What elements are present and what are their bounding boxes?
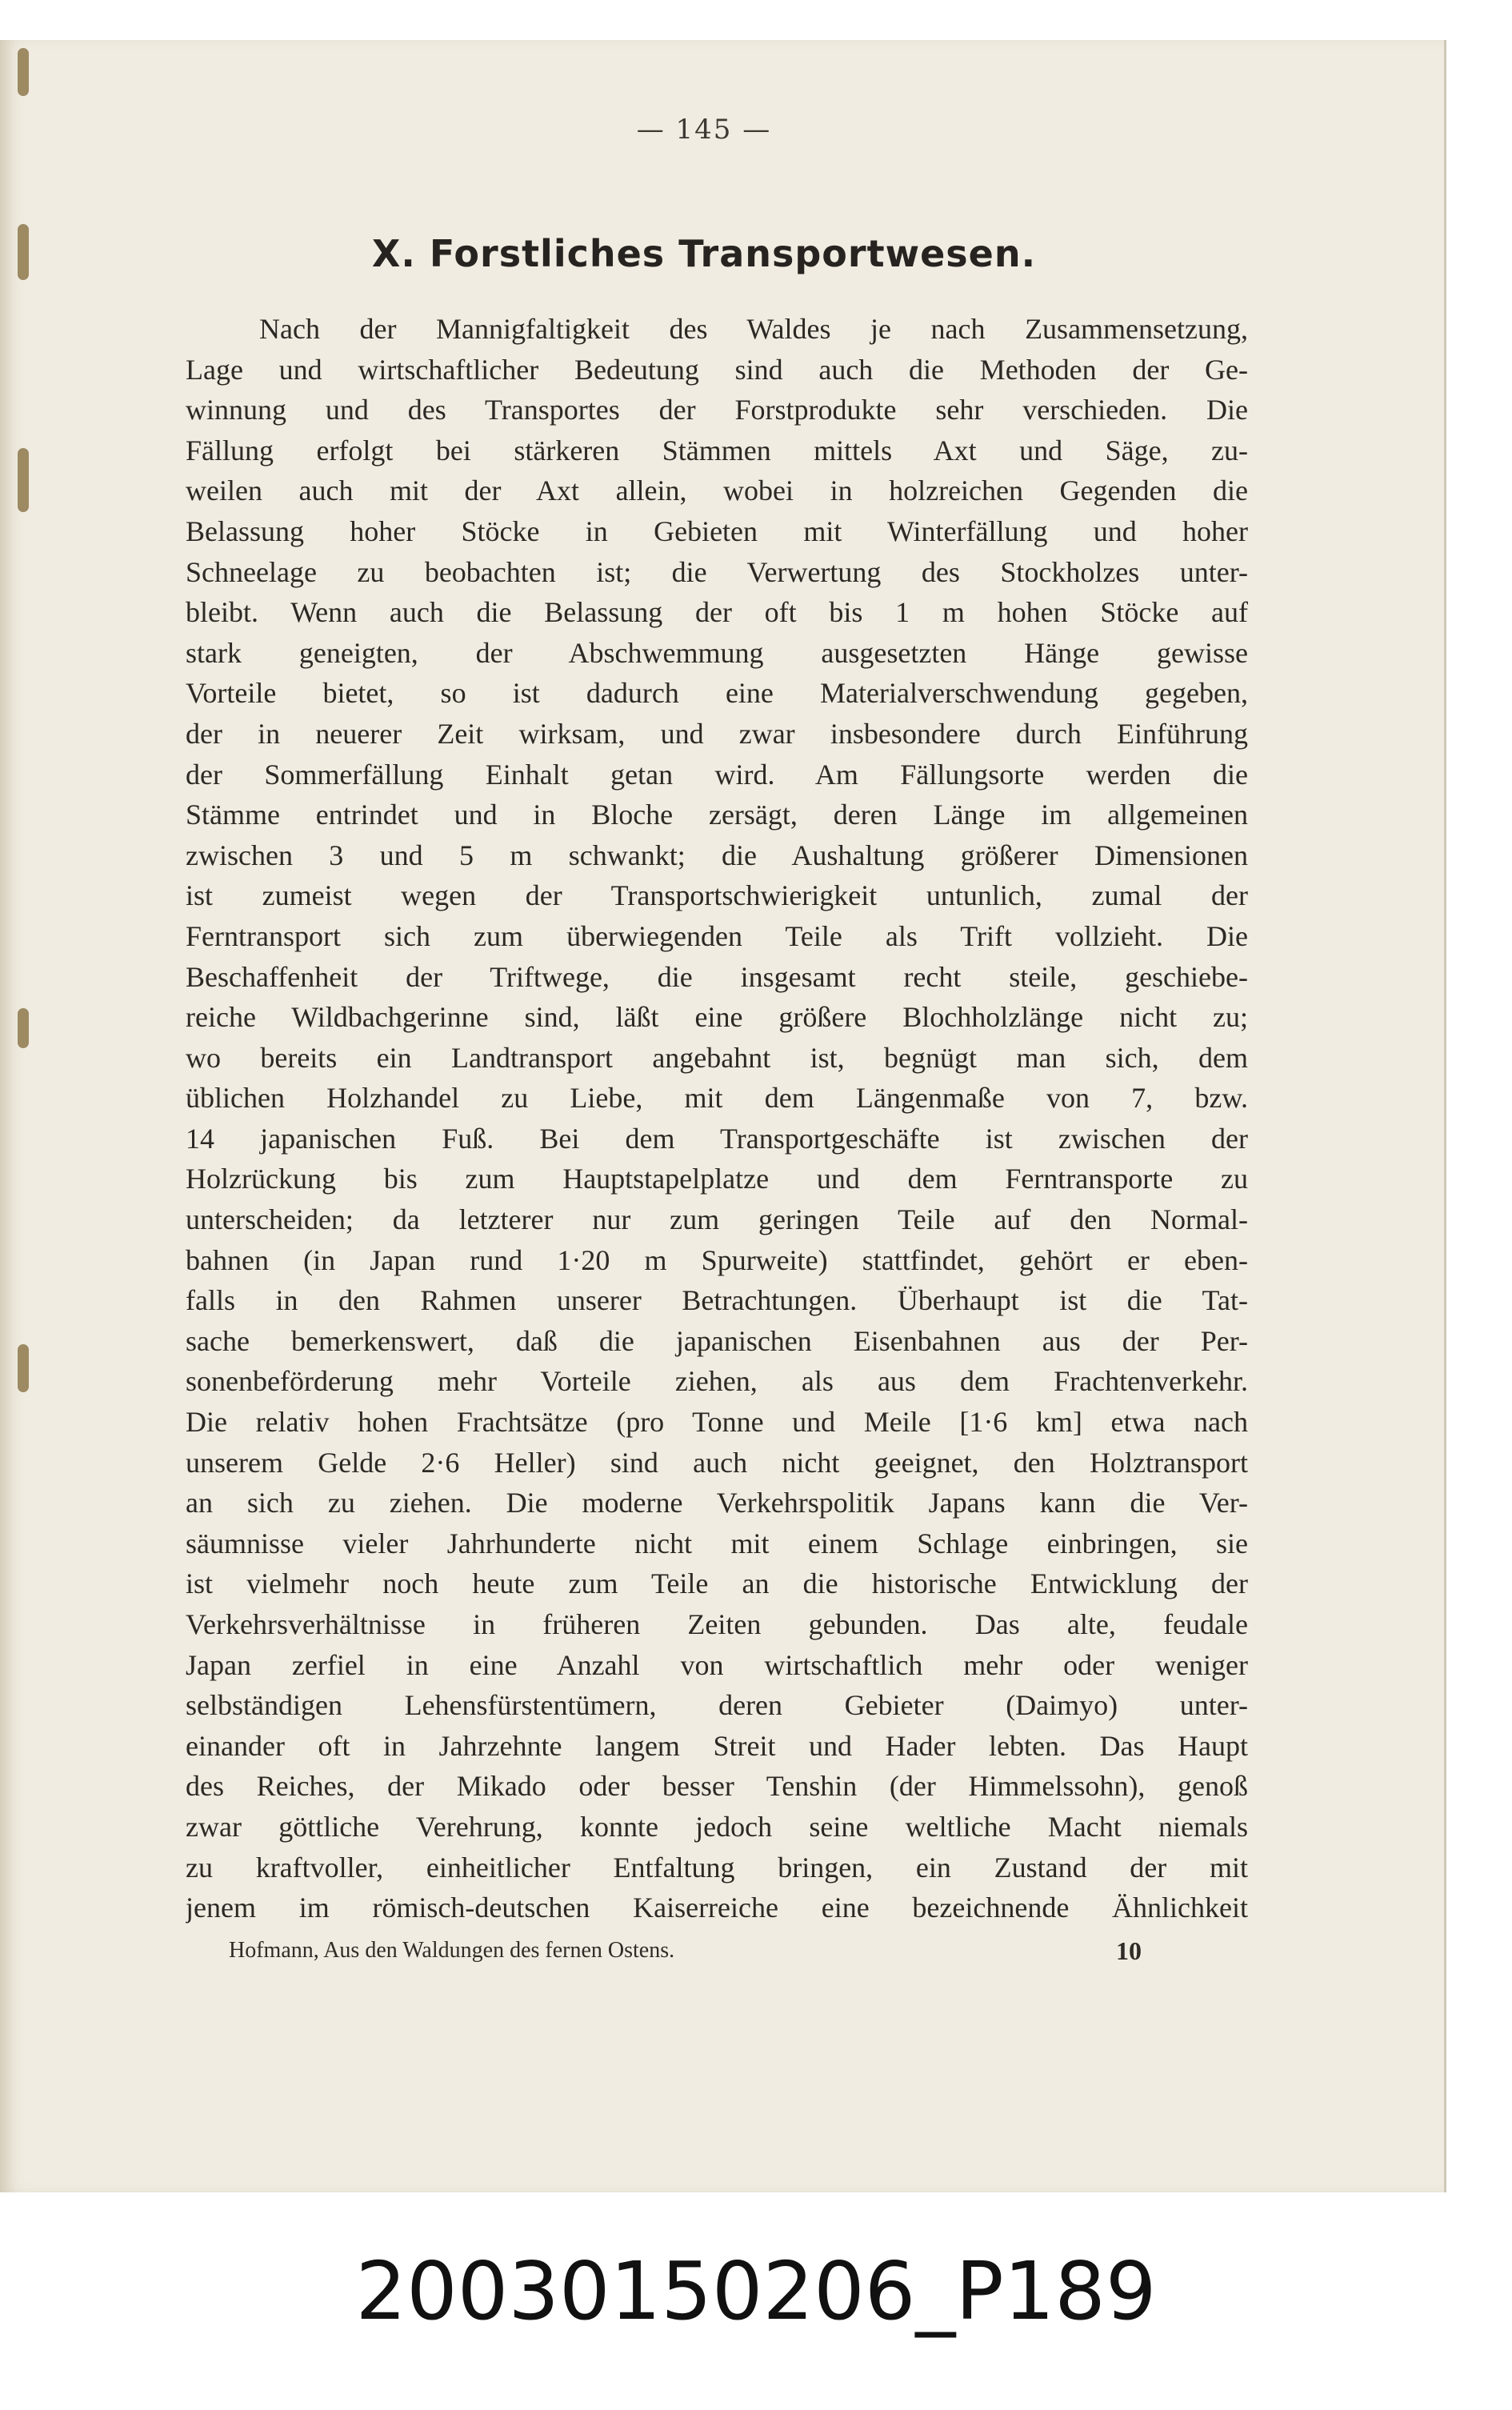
- footer-citation: Hofmann, Aus den Waldungen des fernen Ostens.: [229, 1938, 675, 1963]
- text-line: bleibt. Wenn auch die Belassung der oft bis 1 m hohen Stöcke auf: [186, 596, 1248, 629]
- text-line: der Sommerfällung Einhalt getan wird. Am Fällungsorte werden die: [186, 758, 1248, 791]
- binding-stain-mark: [18, 1008, 29, 1048]
- binding-stain-mark: [18, 1344, 29, 1392]
- text-line: wo bereits ein Landtransport angebahnt ist, begnügt man sich, dem: [186, 1041, 1248, 1074]
- text-line: Belassung hoher Stöcke in Gebieten mit Winterfällung und hoher: [186, 514, 1248, 547]
- text-line: unserem Gelde 2·6 Heller) sind auch nicht geeignet, den Holztransport: [186, 1446, 1248, 1479]
- text-line: jenem im römisch-deutschen Kaiserreiche eine bezeichnende Ähnlichkeit: [186, 1892, 1248, 1924]
- text-line: winnung und des Transportes der Forstprodukte sehr verschieden. Die: [186, 394, 1248, 426]
- text-line: Holzrückung bis zum Hauptstapelplatze und dem Ferntransporte zu: [186, 1163, 1248, 1195]
- body-paragraph: [186, 309, 1248, 1928]
- text-line: falls in den Rahmen unserer Betrachtungen. Überhaupt ist die Tat-: [186, 1284, 1248, 1317]
- text-line: reiche Wildbachgerinne sind, läßt eine größere Blochholzlänge nicht zu;: [186, 1001, 1248, 1034]
- text-line: säumnisse vieler Jahrhunderte nicht mit einem Schlage einbringen, sie: [186, 1527, 1248, 1559]
- page-number: — 145 —: [636, 114, 772, 146]
- text-line: Stämme entrindet und in Bloche zersägt, deren Länge im allgemeinen: [186, 799, 1248, 831]
- text-line: Schneelage zu beobachten ist; die Verwertung des Stockholzes unter-: [186, 555, 1248, 588]
- text-line: Verkehrsverhältnisse in früheren Zeiten gebunden. Das alte, feudale: [186, 1608, 1248, 1640]
- text-line: Beschaffenheit der Triftwege, die insgesamt recht steile, geschiebe-: [186, 960, 1248, 993]
- binding-stain-mark: [18, 48, 29, 96]
- text-line: an sich zu ziehen. Die moderne Verkehrspolitik Japans kann die Ver-: [186, 1487, 1248, 1519]
- text-line: weilen auch mit der Axt allein, wobei in holzreichen Gegenden die: [186, 474, 1248, 507]
- binding-stain-mark: [18, 448, 29, 512]
- text-line: sonenbeförderung mehr Vorteile ziehen, als aus dem Frachtenverkehr.: [186, 1365, 1248, 1398]
- text-line: Ferntransport sich zum überwiegenden Teile als Trift vollzieht. Die: [186, 919, 1248, 952]
- text-line: zwar göttliche Verehrung, konnte jedoch seine weltliche Macht niemals: [186, 1810, 1248, 1843]
- chapter-title: X. Forstliches Transportwesen.: [371, 232, 1037, 275]
- text-line: ist vielmehr noch heute zum Teile an die historische Entwicklung der: [186, 1567, 1248, 1600]
- text-line: üblichen Holzhandel zu Liebe, mit dem Längenmaße von 7, bzw.: [186, 1082, 1248, 1115]
- text-line: Lage und wirtschaftlicher Bedeutung sind auch die Methoden der Ge-: [186, 353, 1248, 386]
- text-line: sache bemerkenswert, daß die japanischen Eisenbahnen aus der Per-: [186, 1324, 1248, 1357]
- text-line: ist zumeist wegen der Transportschwierigkeit untunlich, zumal der: [186, 879, 1248, 912]
- text-line: 14 japanischen Fuß. Bei dem Transportgeschäfte ist zwischen der: [186, 1122, 1248, 1155]
- text-line: stark geneigten, der Abschwemmung ausgesetzten Hänge gewisse: [186, 636, 1248, 669]
- text-line: Nach der Mannigfaltigkeit des Waldes je nach Zusammensetzung,: [259, 313, 1248, 345]
- text-line: einander oft in Jahrzehnte langem Streit und Hader lebten. Das Haupt: [186, 1729, 1248, 1762]
- text-line: selbständigen Lehensfürstentümern, deren Gebieter (Daimyo) unter-: [186, 1689, 1248, 1722]
- text-line: der in neuerer Zeit wirksam, und zwar insbesondere durch Einführung: [186, 717, 1248, 750]
- text-line: zwischen 3 und 5 m schwankt; die Aushaltung größerer Dimensionen: [186, 839, 1248, 871]
- text-line: Japan zerfiel in eine Anzahl von wirtschaftlich mehr oder weniger: [186, 1648, 1248, 1681]
- signature-mark: 10: [1116, 1936, 1142, 1965]
- archive-identifier: 20030150206_P189: [355, 2244, 1157, 2338]
- text-line: bahnen (in Japan rund 1·20 m Spurweite) stattfindet, gehört er eben-: [186, 1243, 1248, 1276]
- text-line: zu kraftvoller, einheitlicher Entfaltung bringen, ein Zustand der mit: [186, 1851, 1248, 1884]
- text-line: Vorteile bietet, so ist dadurch eine Materialverschwendung gegeben,: [186, 677, 1248, 710]
- text-line: unterscheiden; da letzterer nur zum geringen Teile auf den Normal-: [186, 1203, 1248, 1236]
- text-line: Die relativ hohen Frachtsätze (pro Tonne und Meile [1·6 km] etwa nach: [186, 1406, 1248, 1439]
- text-line: Fällung erfolgt bei stärkeren Stämmen mittels Axt und Säge, zu-: [186, 434, 1248, 466]
- text-line: des Reiches, der Mikado oder besser Tenshin (der Himmelssohn), genoß: [186, 1770, 1248, 1803]
